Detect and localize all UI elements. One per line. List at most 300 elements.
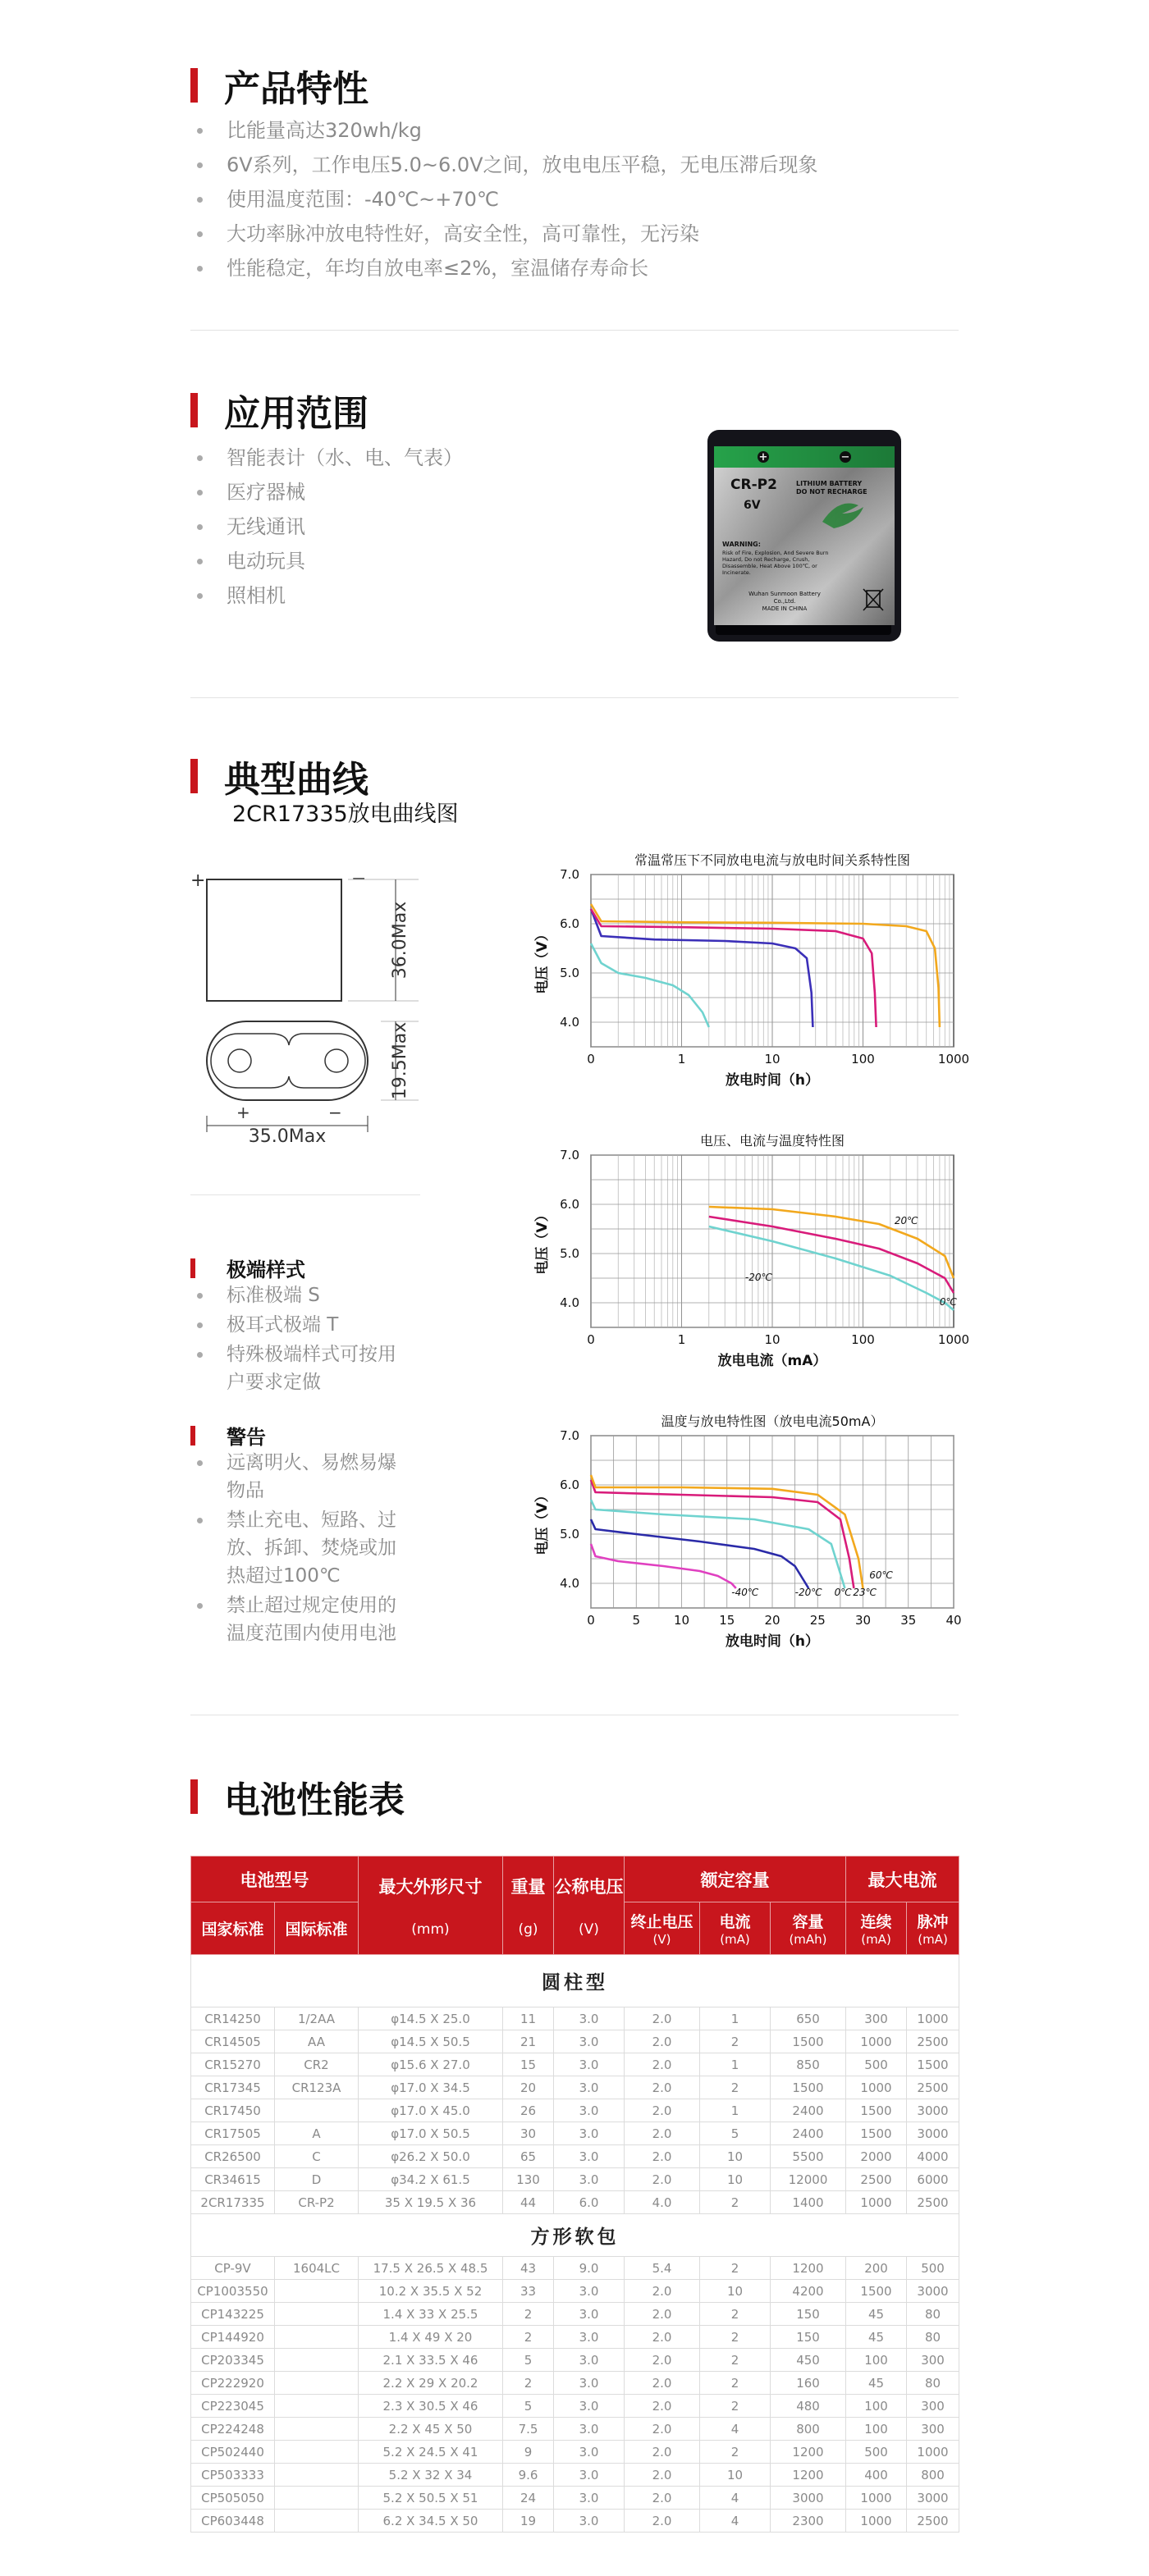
- chart-discharge-current-time: [525, 850, 968, 1096]
- table-cell: 2.2 X 45 X 50: [359, 2418, 503, 2441]
- y-tick-label: 7.0: [560, 867, 579, 882]
- col-size-label: 最大外形尺寸: [378, 1876, 483, 1897]
- series-label: 20℃: [894, 1215, 918, 1226]
- table-cell: 450: [771, 2349, 846, 2372]
- applications-title-text: 应用范围: [224, 393, 369, 435]
- col-end-voltage: [625, 1902, 700, 1955]
- table-cell: 5: [503, 2395, 554, 2418]
- chart-title: 常温常压下不同放电电流与放电时间关系特性图: [634, 852, 911, 868]
- table-cell: 2CR17335: [191, 2191, 275, 2214]
- table-cell: 6000: [907, 2168, 959, 2191]
- table-cell: 2: [700, 2441, 771, 2464]
- table-cell: 1500: [771, 2076, 846, 2099]
- x-tick-label: 20: [764, 1613, 780, 1628]
- table-cell: 3.0: [554, 2418, 625, 2441]
- table-cell: 1500: [771, 2030, 846, 2053]
- table-cell: 100: [846, 2349, 907, 2372]
- table-cell: [275, 2326, 359, 2349]
- table-cell: φ14.5 X 25.0: [359, 2007, 503, 2030]
- section-title-curves: [190, 750, 369, 802]
- table-cell: 1000: [907, 2441, 959, 2464]
- table-cell: 30: [503, 2122, 554, 2145]
- series-label: 60℃: [869, 1569, 893, 1581]
- table-cell: C: [275, 2145, 359, 2168]
- table-cell: 1: [700, 2053, 771, 2076]
- col-end-voltage-unit: (V): [652, 1932, 671, 1947]
- table-cell: 2.0: [625, 2395, 700, 2418]
- table-cell: 5.4: [625, 2257, 700, 2280]
- col-current: [700, 1902, 771, 1955]
- table-cell: 2000: [846, 2145, 907, 2168]
- table-cell: CP223045: [191, 2395, 275, 2418]
- terminal-style-title-text: 极端样式: [227, 1258, 305, 1281]
- divider: [190, 697, 959, 698]
- x-tick-label: 0: [587, 1052, 595, 1066]
- x-tick-label: 35: [900, 1613, 917, 1628]
- table-cell: 100: [846, 2418, 907, 2441]
- table-cell: 2.0: [625, 2510, 700, 2533]
- x-axis-label: 放电时间（h）: [725, 1072, 820, 1089]
- table-cell: 3.0: [554, 2464, 625, 2487]
- table-cell: 2: [700, 2030, 771, 2053]
- table-cell: CP1003550: [191, 2280, 275, 2303]
- table-cell: D: [275, 2168, 359, 2191]
- table-cell: 500: [846, 2441, 907, 2464]
- table-cell: 150: [771, 2326, 846, 2349]
- divider: [190, 330, 959, 331]
- chart-temperature-discharge: [525, 1411, 968, 1657]
- table-cell: 5500: [771, 2145, 846, 2168]
- table-cell: 3.0: [554, 2145, 625, 2168]
- title-marker: [190, 759, 198, 793]
- table-cell: 19: [503, 2510, 554, 2533]
- series-label: 0℃: [834, 1587, 852, 1598]
- x-tick-label: 5: [632, 1613, 641, 1628]
- table-row: [191, 2510, 959, 2533]
- table-cell: CP-9V: [191, 2257, 275, 2280]
- table-cell: 45: [846, 2372, 907, 2395]
- battery-photo: [707, 430, 901, 642]
- table-cell: AA: [275, 2030, 359, 2053]
- col-gb: 国家标准: [191, 1902, 275, 1955]
- warning-title-text: 警告: [227, 1426, 266, 1449]
- table-cell: φ17.0 X 45.0: [359, 2099, 503, 2122]
- table-cell: 15: [503, 2053, 554, 2076]
- x-tick-label: 40: [945, 1613, 962, 1628]
- table-cell: [275, 2280, 359, 2303]
- table-cell: 1.4 X 33 X 25.5: [359, 2303, 503, 2326]
- warning-item: 禁止超过规定使用的温度范围内使用电池: [190, 1592, 412, 1647]
- application-item: 无线通讯: [190, 509, 463, 544]
- table-cell: CR34615: [191, 2168, 275, 2191]
- table-cell: 1000: [907, 2007, 959, 2030]
- x-tick-label: 30: [854, 1613, 872, 1628]
- table-cell: 80: [907, 2372, 959, 2395]
- y-tick-label: 5.0: [560, 1246, 579, 1261]
- table-row: [191, 2418, 959, 2441]
- x-tick-label: 1: [677, 1052, 686, 1066]
- table-cell: 2.0: [625, 2099, 700, 2122]
- table-cell: 480: [771, 2395, 846, 2418]
- table-row: [191, 2441, 959, 2464]
- table-cell: CP143225: [191, 2303, 275, 2326]
- table-group-row: [191, 1955, 959, 2007]
- table-cell: [275, 2441, 359, 2464]
- table-cell: CR26500: [191, 2145, 275, 2168]
- table-group-label: 圆柱型: [191, 1955, 959, 2007]
- table-group-label: 方形软包: [191, 2214, 959, 2257]
- table-cell: 2500: [907, 2030, 959, 2053]
- table-cell: 1: [700, 2099, 771, 2122]
- table-cell: 5.2 X 32 X 34: [359, 2464, 503, 2487]
- warning-list: [190, 1449, 412, 1649]
- table-cell: 7.5: [503, 2418, 554, 2441]
- series-label: -20℃: [794, 1587, 822, 1598]
- col-continuous: [846, 1902, 907, 1955]
- table-cell: [275, 2487, 359, 2510]
- y-tick-label: 5.0: [560, 1527, 579, 1541]
- table-row: [191, 2257, 959, 2280]
- application-item: 电动玩具: [190, 544, 463, 578]
- application-item: 智能表计（水、电、气表）: [190, 441, 463, 475]
- table-cell: 6.0: [554, 2191, 625, 2214]
- table-cell: 2400: [771, 2122, 846, 2145]
- col-end-voltage-label: 终止电压: [630, 1913, 694, 1931]
- table-cell: 300: [907, 2395, 959, 2418]
- table-cell: 3000: [907, 2280, 959, 2303]
- table-cell: 2: [503, 2372, 554, 2395]
- feature-item: 性能稳定，年均自放电率≤2%，室温储存寿命长: [190, 251, 818, 285]
- terminal-style-list: [190, 1281, 412, 1398]
- table-cell: 3.0: [554, 2280, 625, 2303]
- table-cell: φ34.2 X 61.5: [359, 2168, 503, 2191]
- table-cell: 2.0: [625, 2487, 700, 2510]
- feature-item: 比能量高达320wh/kg: [190, 113, 818, 148]
- table-cell: φ14.5 X 50.5: [359, 2030, 503, 2053]
- col-weight-unit: (g): [518, 1921, 538, 1938]
- table-cell: 3.0: [554, 2168, 625, 2191]
- series-label: -20℃: [744, 1272, 772, 1283]
- x-tick-label: 15: [719, 1613, 735, 1628]
- chart-title: 电压、电流与温度特性图: [699, 1133, 845, 1149]
- table-cell: 850: [771, 2053, 846, 2076]
- table-cell: [275, 2395, 359, 2418]
- table-row: [191, 2326, 959, 2349]
- battery-dimension-diagram: [181, 870, 427, 1149]
- dim-plus: +: [190, 870, 206, 891]
- table-cell: 1500: [907, 2053, 959, 2076]
- table-row: [191, 2053, 959, 2076]
- table-cell: 800: [907, 2464, 959, 2487]
- warning-item: 禁止充电、短路、过放、拆卸、焚烧或加热超过100℃: [190, 1506, 412, 1590]
- col-current-unit: (mA): [720, 1932, 750, 1947]
- warning-title: [190, 1421, 266, 1450]
- table-cell: CP224248: [191, 2418, 275, 2441]
- col-size-unit: (mm): [411, 1921, 450, 1938]
- dim-plus-bottom: +: [236, 1103, 250, 1122]
- table-row: [191, 2145, 959, 2168]
- table-cell: 3.0: [554, 2007, 625, 2030]
- table-row: [191, 2372, 959, 2395]
- table-cell: 80: [907, 2303, 959, 2326]
- y-tick-label: 4.0: [560, 1015, 579, 1030]
- table-cell: 130: [503, 2168, 554, 2191]
- title-marker: [190, 68, 198, 103]
- table-cell: 2500: [846, 2168, 907, 2191]
- terminal-style-title: [190, 1254, 305, 1282]
- curves-subtitle: 2CR17335放电曲线图: [232, 802, 459, 827]
- table-cell: CP502440: [191, 2441, 275, 2464]
- section-title-features: [190, 59, 369, 112]
- table-cell: 2.0: [625, 2280, 700, 2303]
- table-cell: 2: [503, 2326, 554, 2349]
- table-cell: 24: [503, 2487, 554, 2510]
- table-cell: A: [275, 2122, 359, 2145]
- col-continuous-label: 连续: [860, 1913, 892, 1931]
- table-cell: 1604LC: [275, 2257, 359, 2280]
- section-title-applications: [190, 384, 369, 436]
- table-cell: 2.0: [625, 2349, 700, 2372]
- table-cell: 2: [700, 2257, 771, 2280]
- feature-item: 6V系列，工作电压5.0~6.0V之间，放电电压平稳，无电压滞后现象: [190, 148, 818, 182]
- table-cell: 10: [700, 2145, 771, 2168]
- table-cell: 3000: [771, 2487, 846, 2510]
- series-label: 23℃: [853, 1587, 877, 1598]
- table-row: [191, 2395, 959, 2418]
- col-size: [359, 1857, 503, 1955]
- table-cell: 1200: [771, 2257, 846, 2280]
- x-tick-label: 1000: [937, 1052, 970, 1066]
- table-cell: 3.0: [554, 2487, 625, 2510]
- col-pulse-unit: (mA): [918, 1932, 948, 1947]
- title-marker: [190, 393, 198, 427]
- table-cell: 2: [700, 2076, 771, 2099]
- table-cell: 26: [503, 2099, 554, 2122]
- table-cell: CR-P2: [275, 2191, 359, 2214]
- curves-title-text: 典型曲线: [224, 759, 369, 801]
- table-cell: [275, 2372, 359, 2395]
- y-axis-label: 电压（V）: [534, 1208, 551, 1275]
- table-cell: 800: [771, 2418, 846, 2441]
- table-cell: 2: [700, 2395, 771, 2418]
- warning-item: 远离明火、易燃易爆物品: [190, 1449, 412, 1505]
- table-row: [191, 2303, 959, 2326]
- table-cell: 3000: [907, 2122, 959, 2145]
- table-cell: CR14505: [191, 2030, 275, 2053]
- table-cell: 2.0: [625, 2053, 700, 2076]
- table-cell: 3.0: [554, 2349, 625, 2372]
- features-title-text: 产品特性: [224, 68, 369, 110]
- table-cell: 3000: [907, 2487, 959, 2510]
- x-tick-label: 0: [587, 1332, 595, 1347]
- table-cell: 500: [907, 2257, 959, 2280]
- dim-minus: −: [351, 869, 367, 889]
- table-cell: 17.5 X 26.5 X 48.5: [359, 2257, 503, 2280]
- table-cell: φ17.0 X 34.5: [359, 2076, 503, 2099]
- table-cell: 5: [503, 2349, 554, 2372]
- table-cell: 1400: [771, 2191, 846, 2214]
- table-cell: 2400: [771, 2099, 846, 2122]
- table-row: [191, 2030, 959, 2053]
- table-cell: 300: [846, 2007, 907, 2030]
- y-axis-label: 电压（V）: [534, 1488, 551, 1555]
- table-cell: 2.0: [625, 2030, 700, 2053]
- y-tick-label: 6.0: [560, 1478, 579, 1492]
- col-iec: 国际标准: [275, 1902, 359, 1955]
- table-cell: 100: [846, 2395, 907, 2418]
- table-cell: 3.0: [554, 2122, 625, 2145]
- table-cell: 65: [503, 2145, 554, 2168]
- table-cell: 2.3 X 30.5 X 46: [359, 2395, 503, 2418]
- table-cell: 80: [907, 2326, 959, 2349]
- col-current-label: 电流: [719, 1913, 751, 1931]
- table-cell: 2: [700, 2303, 771, 2326]
- col-pulse: [907, 1902, 959, 1955]
- col-rated: 额定容量: [625, 1857, 846, 1902]
- battery-performance-table: [190, 1856, 959, 2533]
- table-cell: 2.0: [625, 2441, 700, 2464]
- col-capacity: [771, 1902, 846, 1955]
- table-cell: CR17505: [191, 2122, 275, 2145]
- x-tick-label: 100: [851, 1052, 875, 1066]
- table-cell: 1200: [771, 2441, 846, 2464]
- table-cell: 2500: [907, 2510, 959, 2533]
- table-cell: 6.2 X 34.5 X 50: [359, 2510, 503, 2533]
- dim-height-label: 36.0Max: [390, 901, 410, 980]
- table-cell: φ15.6 X 27.0: [359, 2053, 503, 2076]
- col-model: 电池型号: [191, 1857, 359, 1902]
- section-title-table: [190, 1770, 405, 1823]
- feature-item: 使用温度范围：-40℃~+70℃: [190, 182, 818, 217]
- table-cell: 3.0: [554, 2395, 625, 2418]
- table-cell: CR15270: [191, 2053, 275, 2076]
- table-cell: 5.2 X 24.5 X 41: [359, 2441, 503, 2464]
- table-cell: 1000: [846, 2191, 907, 2214]
- table-cell: 20: [503, 2076, 554, 2099]
- table-cell: 1500: [846, 2280, 907, 2303]
- table-cell: 3.0: [554, 2030, 625, 2053]
- table-cell: [275, 2099, 359, 2122]
- x-tick-label: 0: [587, 1613, 595, 1628]
- table-cell: 300: [907, 2349, 959, 2372]
- x-tick-label: 1: [677, 1332, 686, 1347]
- table-cell: 10: [700, 2464, 771, 2487]
- table-row: [191, 2191, 959, 2214]
- table-cell: 4200: [771, 2280, 846, 2303]
- table-cell: 3.0: [554, 2053, 625, 2076]
- dim-depth-label: 19.5Max: [390, 1021, 410, 1100]
- table-cell: CP505050: [191, 2487, 275, 2510]
- x-tick-label: 10: [764, 1332, 780, 1347]
- table-cell: 1000: [846, 2076, 907, 2099]
- table-cell: 3000: [907, 2099, 959, 2122]
- table-cell: 150: [771, 2303, 846, 2326]
- col-weight-label: 重量: [510, 1876, 546, 1897]
- table-cell: 2.0: [625, 2168, 700, 2191]
- table-cell: 10: [700, 2280, 771, 2303]
- x-axis-label: 放电电流（mA）: [717, 1353, 827, 1369]
- chart-voltage-current-temperature: [525, 1130, 968, 1377]
- table-cell: 10: [700, 2168, 771, 2191]
- title-marker: [190, 1258, 195, 1278]
- y-tick-label: 6.0: [560, 916, 579, 931]
- table-cell: 4: [700, 2487, 771, 2510]
- table-cell: 3.0: [554, 2372, 625, 2395]
- table-cell: 1500: [846, 2099, 907, 2122]
- x-tick-label: 25: [809, 1613, 826, 1628]
- table-cell: 2.0: [625, 2372, 700, 2395]
- table-cell: CR14250: [191, 2007, 275, 2030]
- series-label: 0℃: [939, 1296, 958, 1308]
- table-cell: 1: [700, 2007, 771, 2030]
- table-cell: 2500: [907, 2191, 959, 2214]
- table-cell: 1200: [771, 2464, 846, 2487]
- dim-minus-bottom: −: [328, 1103, 342, 1122]
- table-row: [191, 2099, 959, 2122]
- table-cell: [275, 2510, 359, 2533]
- table-cell: 2: [700, 2191, 771, 2214]
- table-cell: 9: [503, 2441, 554, 2464]
- table-cell: CP222920: [191, 2372, 275, 2395]
- table-cell: φ26.2 X 50.0: [359, 2145, 503, 2168]
- terminal-style-item: 特殊极端样式可按用户要求定做: [190, 1341, 412, 1396]
- table-title-text: 电池性能表: [224, 1779, 405, 1821]
- y-axis-label: 电压（V）: [534, 927, 551, 994]
- application-item: 医疗器械: [190, 475, 463, 509]
- table-cell: 21: [503, 2030, 554, 2053]
- table-row: [191, 2007, 959, 2030]
- applications-list: [190, 441, 463, 613]
- table-cell: 35 X 19.5 X 36: [359, 2191, 503, 2214]
- table-cell: [275, 2418, 359, 2441]
- table-cell: 3.0: [554, 2326, 625, 2349]
- y-tick-label: 4.0: [560, 1295, 579, 1310]
- table-cell: 1500: [846, 2122, 907, 2145]
- table-cell: 2.0: [625, 2007, 700, 2030]
- table-cell: 4: [700, 2418, 771, 2441]
- table-cell: 2300: [771, 2510, 846, 2533]
- table-cell: CR2: [275, 2053, 359, 2076]
- terminal-style-item: 极耳式极端 T: [190, 1311, 412, 1339]
- table-cell: 1000: [846, 2487, 907, 2510]
- table-cell: CP503333: [191, 2464, 275, 2487]
- table-row: [191, 2349, 959, 2372]
- table-cell: 160: [771, 2372, 846, 2395]
- table-cell: 2.2 X 29 X 20.2: [359, 2372, 503, 2395]
- table-cell: [275, 2349, 359, 2372]
- table-group-row: [191, 2214, 959, 2257]
- table-cell: 5.2 X 50.5 X 51: [359, 2487, 503, 2510]
- table-cell: 11: [503, 2007, 554, 2030]
- features-list: [190, 113, 818, 285]
- table-cell: CR17450: [191, 2099, 275, 2122]
- chart-title: 温度与放电特性图（放电电流50mA）: [661, 1414, 884, 1429]
- table-cell: CR17345: [191, 2076, 275, 2099]
- title-marker: [190, 1779, 198, 1814]
- table-cell: CP203345: [191, 2349, 275, 2372]
- table-cell: 10.2 X 35.5 X 52: [359, 2280, 503, 2303]
- table-cell: CP603448: [191, 2510, 275, 2533]
- table-row: [191, 2280, 959, 2303]
- col-nominal-label: 公称电压: [554, 1876, 624, 1897]
- table-cell: 300: [907, 2418, 959, 2441]
- table-cell: 2: [700, 2349, 771, 2372]
- table-cell: 650: [771, 2007, 846, 2030]
- x-tick-label: 10: [764, 1052, 780, 1066]
- y-tick-label: 7.0: [560, 1148, 579, 1162]
- table-cell: 33: [503, 2280, 554, 2303]
- table-cell: 2: [700, 2372, 771, 2395]
